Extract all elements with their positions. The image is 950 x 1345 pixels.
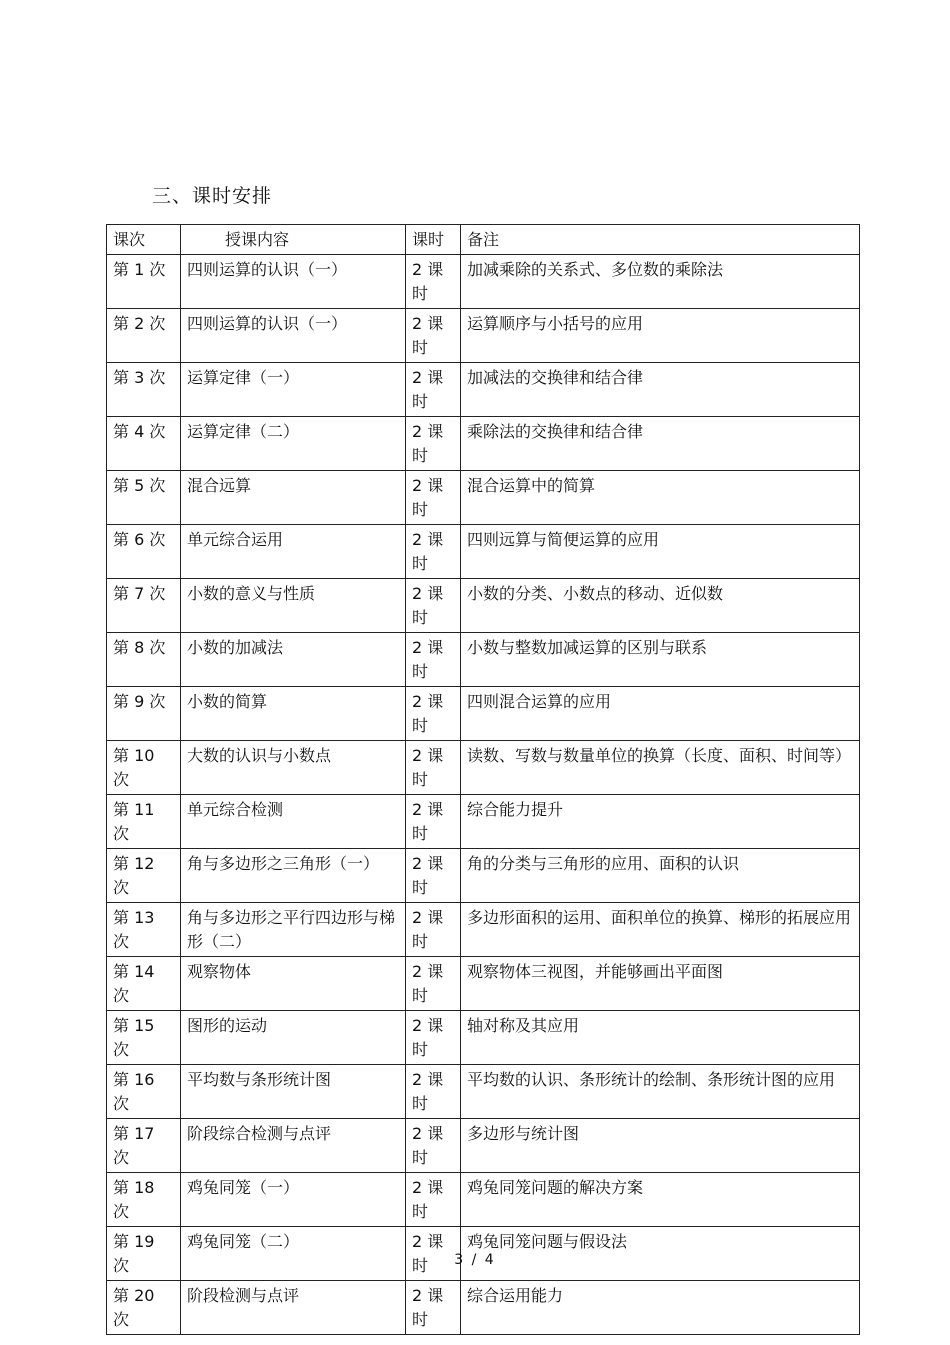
cell-content: 小数的意义与性质	[181, 579, 406, 633]
cell-hours: 2 课时	[406, 579, 461, 633]
cell-notes: 多边形面积的运用、面积单位的换算、梯形的拓展应用	[461, 903, 860, 957]
table-row	[107, 1011, 860, 1065]
cell-content: 混合远算	[181, 471, 406, 525]
cell-notes: 平均数的认识、条形统计的绘制、条形统计图的应用	[461, 1065, 860, 1119]
cell-hours: 2 课时	[406, 741, 461, 795]
cell-notes: 四则混合运算的应用	[461, 687, 860, 741]
cell-content: 角与多边形之平行四边形与梯形（二）	[181, 903, 406, 957]
table-row	[107, 903, 860, 957]
cell-notes: 加减乘除的关系式、多位数的乘除法	[461, 255, 860, 309]
table-row	[107, 849, 860, 903]
cell-content: 大数的认识与小数点	[181, 741, 406, 795]
table-row	[107, 1281, 860, 1335]
cell-session: 第 9 次	[107, 687, 181, 741]
section-title: 三、课时安排	[152, 185, 273, 207]
cell-content: 鸡兔同笼（一）	[181, 1173, 406, 1227]
table-row	[107, 363, 860, 417]
page-number: 3 / 4	[454, 1252, 496, 1268]
cell-content: 四则运算的认识（一）	[181, 255, 406, 309]
cell-session: 第 18 次	[107, 1173, 181, 1227]
cell-hours: 2 课时	[406, 795, 461, 849]
cell-notes: 读数、写数与数量单位的换算（长度、面积、时间等）	[461, 741, 860, 795]
cell-session: 第 6 次	[107, 525, 181, 579]
cell-notes: 综合运用能力	[461, 1281, 860, 1335]
cell-content: 小数的简算	[181, 687, 406, 741]
schedule-table	[106, 224, 860, 1335]
cell-content: 鸡兔同笼（二）	[181, 1227, 406, 1281]
table-row	[107, 687, 860, 741]
cell-session: 第 4 次	[107, 417, 181, 471]
cell-notes: 混合运算中的简算	[461, 471, 860, 525]
cell-content: 角与多边形之三角形（一）	[181, 849, 406, 903]
cell-notes: 综合能力提升	[461, 795, 860, 849]
header-notes: 备注	[461, 225, 860, 255]
cell-session: 第 2 次	[107, 309, 181, 363]
cell-content: 平均数与条形统计图	[181, 1065, 406, 1119]
cell-hours: 2 课时	[406, 1281, 461, 1335]
cell-content: 阶段综合检测与点评	[181, 1119, 406, 1173]
cell-hours: 2 课时	[406, 957, 461, 1011]
cell-hours: 2 课时	[406, 471, 461, 525]
cell-notes: 乘除法的交换律和结合律	[461, 417, 860, 471]
table-row	[107, 633, 860, 687]
cell-notes: 鸡兔同笼问题的解决方案	[461, 1173, 860, 1227]
cell-session: 第 17 次	[107, 1119, 181, 1173]
cell-hours: 2 课时	[406, 309, 461, 363]
cell-content: 单元综合检测	[181, 795, 406, 849]
cell-content: 小数的加减法	[181, 633, 406, 687]
cell-session: 第 14 次	[107, 957, 181, 1011]
cell-session: 第 8 次	[107, 633, 181, 687]
cell-content: 阶段检测与点评	[181, 1281, 406, 1335]
cell-notes: 观察物体三视图，并能够画出平面图	[461, 957, 860, 1011]
cell-hours: 2 课时	[406, 849, 461, 903]
cell-hours: 2 课时	[406, 255, 461, 309]
cell-content: 单元综合运用	[181, 525, 406, 579]
table-row	[107, 255, 860, 309]
cell-hours: 2 课时	[406, 1065, 461, 1119]
cell-notes: 小数的分类、小数点的移动、近似数	[461, 579, 860, 633]
cell-notes: 加减法的交换律和结合律	[461, 363, 860, 417]
cell-notes: 鸡兔同笼问题与假设法	[461, 1227, 860, 1281]
cell-session: 第 11 次	[107, 795, 181, 849]
cell-hours: 2 课时	[406, 903, 461, 957]
table-row	[107, 795, 860, 849]
cell-content: 图形的运动	[181, 1011, 406, 1065]
cell-session: 第 10 次	[107, 741, 181, 795]
table-row	[107, 471, 860, 525]
cell-content: 运算定律（一）	[181, 363, 406, 417]
table-row	[107, 1119, 860, 1173]
cell-hours: 2 课时	[406, 633, 461, 687]
table-row	[107, 1173, 860, 1227]
cell-notes: 轴对称及其应用	[461, 1011, 860, 1065]
cell-hours: 2 课时	[406, 1173, 461, 1227]
table-row	[107, 579, 860, 633]
header-content: 授课内容	[181, 225, 406, 255]
cell-session: 第 1 次	[107, 255, 181, 309]
cell-session: 第 13 次	[107, 903, 181, 957]
cell-session: 第 5 次	[107, 471, 181, 525]
table-row	[107, 957, 860, 1011]
cell-content: 观察物体	[181, 957, 406, 1011]
cell-session: 第 12 次	[107, 849, 181, 903]
cell-notes: 多边形与统计图	[461, 1119, 860, 1173]
cell-session: 第 20 次	[107, 1281, 181, 1335]
cell-notes: 角的分类与三角形的应用、面积的认识	[461, 849, 860, 903]
table-row	[107, 741, 860, 795]
cell-hours: 2 课时	[406, 1119, 461, 1173]
header-session: 课次	[107, 225, 181, 255]
cell-notes: 运算顺序与小括号的应用	[461, 309, 860, 363]
header-hours: 课时	[406, 225, 461, 255]
cell-session: 第 16 次	[107, 1065, 181, 1119]
cell-notes: 四则远算与简便运算的应用	[461, 525, 860, 579]
table-row	[107, 417, 860, 471]
cell-hours: 2 课时	[406, 687, 461, 741]
cell-session: 第 19 次	[107, 1227, 181, 1281]
table-row	[107, 1065, 860, 1119]
cell-hours: 2 课时	[406, 1227, 461, 1281]
cell-hours: 2 课时	[406, 1011, 461, 1065]
cell-session: 第 15 次	[107, 1011, 181, 1065]
cell-session: 第 7 次	[107, 579, 181, 633]
table-row	[107, 525, 860, 579]
cell-content: 运算定律（二）	[181, 417, 406, 471]
table-row	[107, 309, 860, 363]
cell-content: 四则运算的认识（一）	[181, 309, 406, 363]
cell-hours: 2 课时	[406, 525, 461, 579]
cell-hours: 2 课时	[406, 417, 461, 471]
cell-hours: 2 课时	[406, 363, 461, 417]
table-header-row	[107, 225, 860, 255]
cell-notes: 小数与整数加减运算的区别与联系	[461, 633, 860, 687]
cell-session: 第 3 次	[107, 363, 181, 417]
